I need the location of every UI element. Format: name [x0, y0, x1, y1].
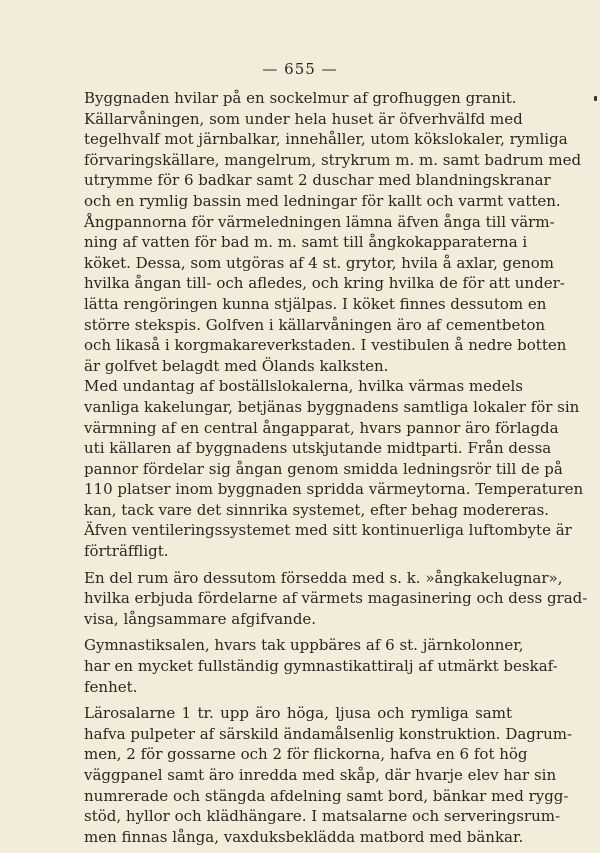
page-number: — 655 — — [262, 60, 338, 78]
paragraph-3 — [84, 376, 584, 561]
text-line: Äfven ventileringssystemet med sitt kontinuerliga luftombyte är — [84, 521, 572, 540]
text-line: och en rymlig bassin med ledningar för kallt och varmt vatten. — [84, 191, 561, 210]
text-line: hafva pulpeter af särskild ändamålsenlig konstruktion. Dagrum- — [84, 724, 573, 743]
text-line: köket. Dessa, som utgöras af 4 st. grytor, hvila å axlar, genom — [84, 253, 554, 272]
paragraph-5 — [84, 635, 558, 697]
text-line: ning af vatten för bad m. m. samt till ångkokapparaterna i — [84, 233, 528, 252]
paragraph-1 — [84, 88, 517, 109]
text-line: Ångpannorna för värmeledningen lämna äfven ånga till värm- — [84, 212, 555, 231]
text-line: vanliga kakelungar, betjänas byggnadens samtliga lokaler för sin — [84, 397, 580, 416]
text-line: större stekspis. Golfven i källarvåningen äro af cementbeton — [84, 315, 546, 334]
text-line: Byggnaden hvilar på en sockelmur af grofhuggen granit. — [84, 89, 517, 107]
paragraph-4 — [84, 568, 588, 630]
text-line: men finnas långa, vaxduksbeklädda matbord med bänkar. — [84, 827, 524, 846]
text-line: 110 platser inom byggnaden spridda värmeytorna. Temperaturen — [84, 480, 584, 499]
text-line: förvaringskällare, mangelrum, strykrum m. m. samt badrum med — [84, 150, 582, 169]
paragraph-2 — [84, 109, 582, 377]
text-line: förträffligt. — [84, 542, 169, 561]
text-line: Lärosalarne 1 tr. upp äro höga, ljusa och rymliga samt — [84, 704, 512, 723]
text-line: hvilka ångan till- och afledes, och kring hvilka de för att under- — [84, 274, 565, 293]
margin-mark — [594, 96, 597, 101]
text-line: utrymme för 6 badkar samt 2 duschar med blandningskranar — [84, 171, 551, 190]
text-line: men, 2 för gossarne och 2 för flickorna, hafva en 6 fot hög — [84, 745, 528, 764]
text-line: väggpanel samt äro inredda med skåp, där hvarje elev har sin — [84, 766, 557, 784]
text-line: värmning af en central ångapparat, hvars pannor äro förlagda — [84, 418, 559, 437]
text-line: uti källaren af byggnadens utskjutande midtparti. Från dessa — [84, 439, 552, 458]
body-text — [84, 88, 588, 847]
text-line: och likaså i korgmakareverkstaden. I vestibulen å nedre botten — [84, 336, 567, 355]
text-line: Källarvåningen, som under hela huset är öfverhvälfd med — [84, 109, 523, 128]
text-line: är golfvet belagdt med Ölands kalksten. — [84, 356, 389, 375]
text-line: kan, tack vare det sinnrika systemet, efter behag modereras. — [84, 500, 550, 519]
text-line: har en mycket fullständig gymnastikattiralj af utmärkt beskaf- — [84, 657, 558, 676]
text-line: numrerade och stängda afdelning samt bord, bänkar med rygg- — [84, 786, 569, 805]
text-line: pannor fördelar sig ångan genom smidda ledningsrör till de på — [84, 459, 563, 478]
text-line: Gymnastiksalen, hvars tak uppbäres af 6 st. järnkolonner, — [84, 636, 524, 655]
text-line: visa, långsammare afgifvande. — [84, 609, 317, 628]
text-line: Med undantag af boställslokalerna, hvilka värmas medels — [84, 377, 523, 396]
text-line: tegelhvalf mot järnbalkar, innehåller, utom kökslokaler, rymliga — [84, 130, 568, 149]
paragraph-6 — [84, 703, 573, 847]
text-line: stöd, hyllor och klädhängare. I matsalarne och serveringsrum- — [84, 807, 561, 826]
text-line: En del rum äro dessutom försedda med s. k. »ångkakelugnar», — [84, 568, 563, 587]
text-line: hvilka erbjuda fördelarne af värmets magasinering och dess grad- — [84, 589, 588, 608]
text-line: lätta rengöringen kunna stjälpas. I köket finnes dessutom en — [84, 294, 547, 313]
text-line: fenhet. — [84, 677, 138, 696]
